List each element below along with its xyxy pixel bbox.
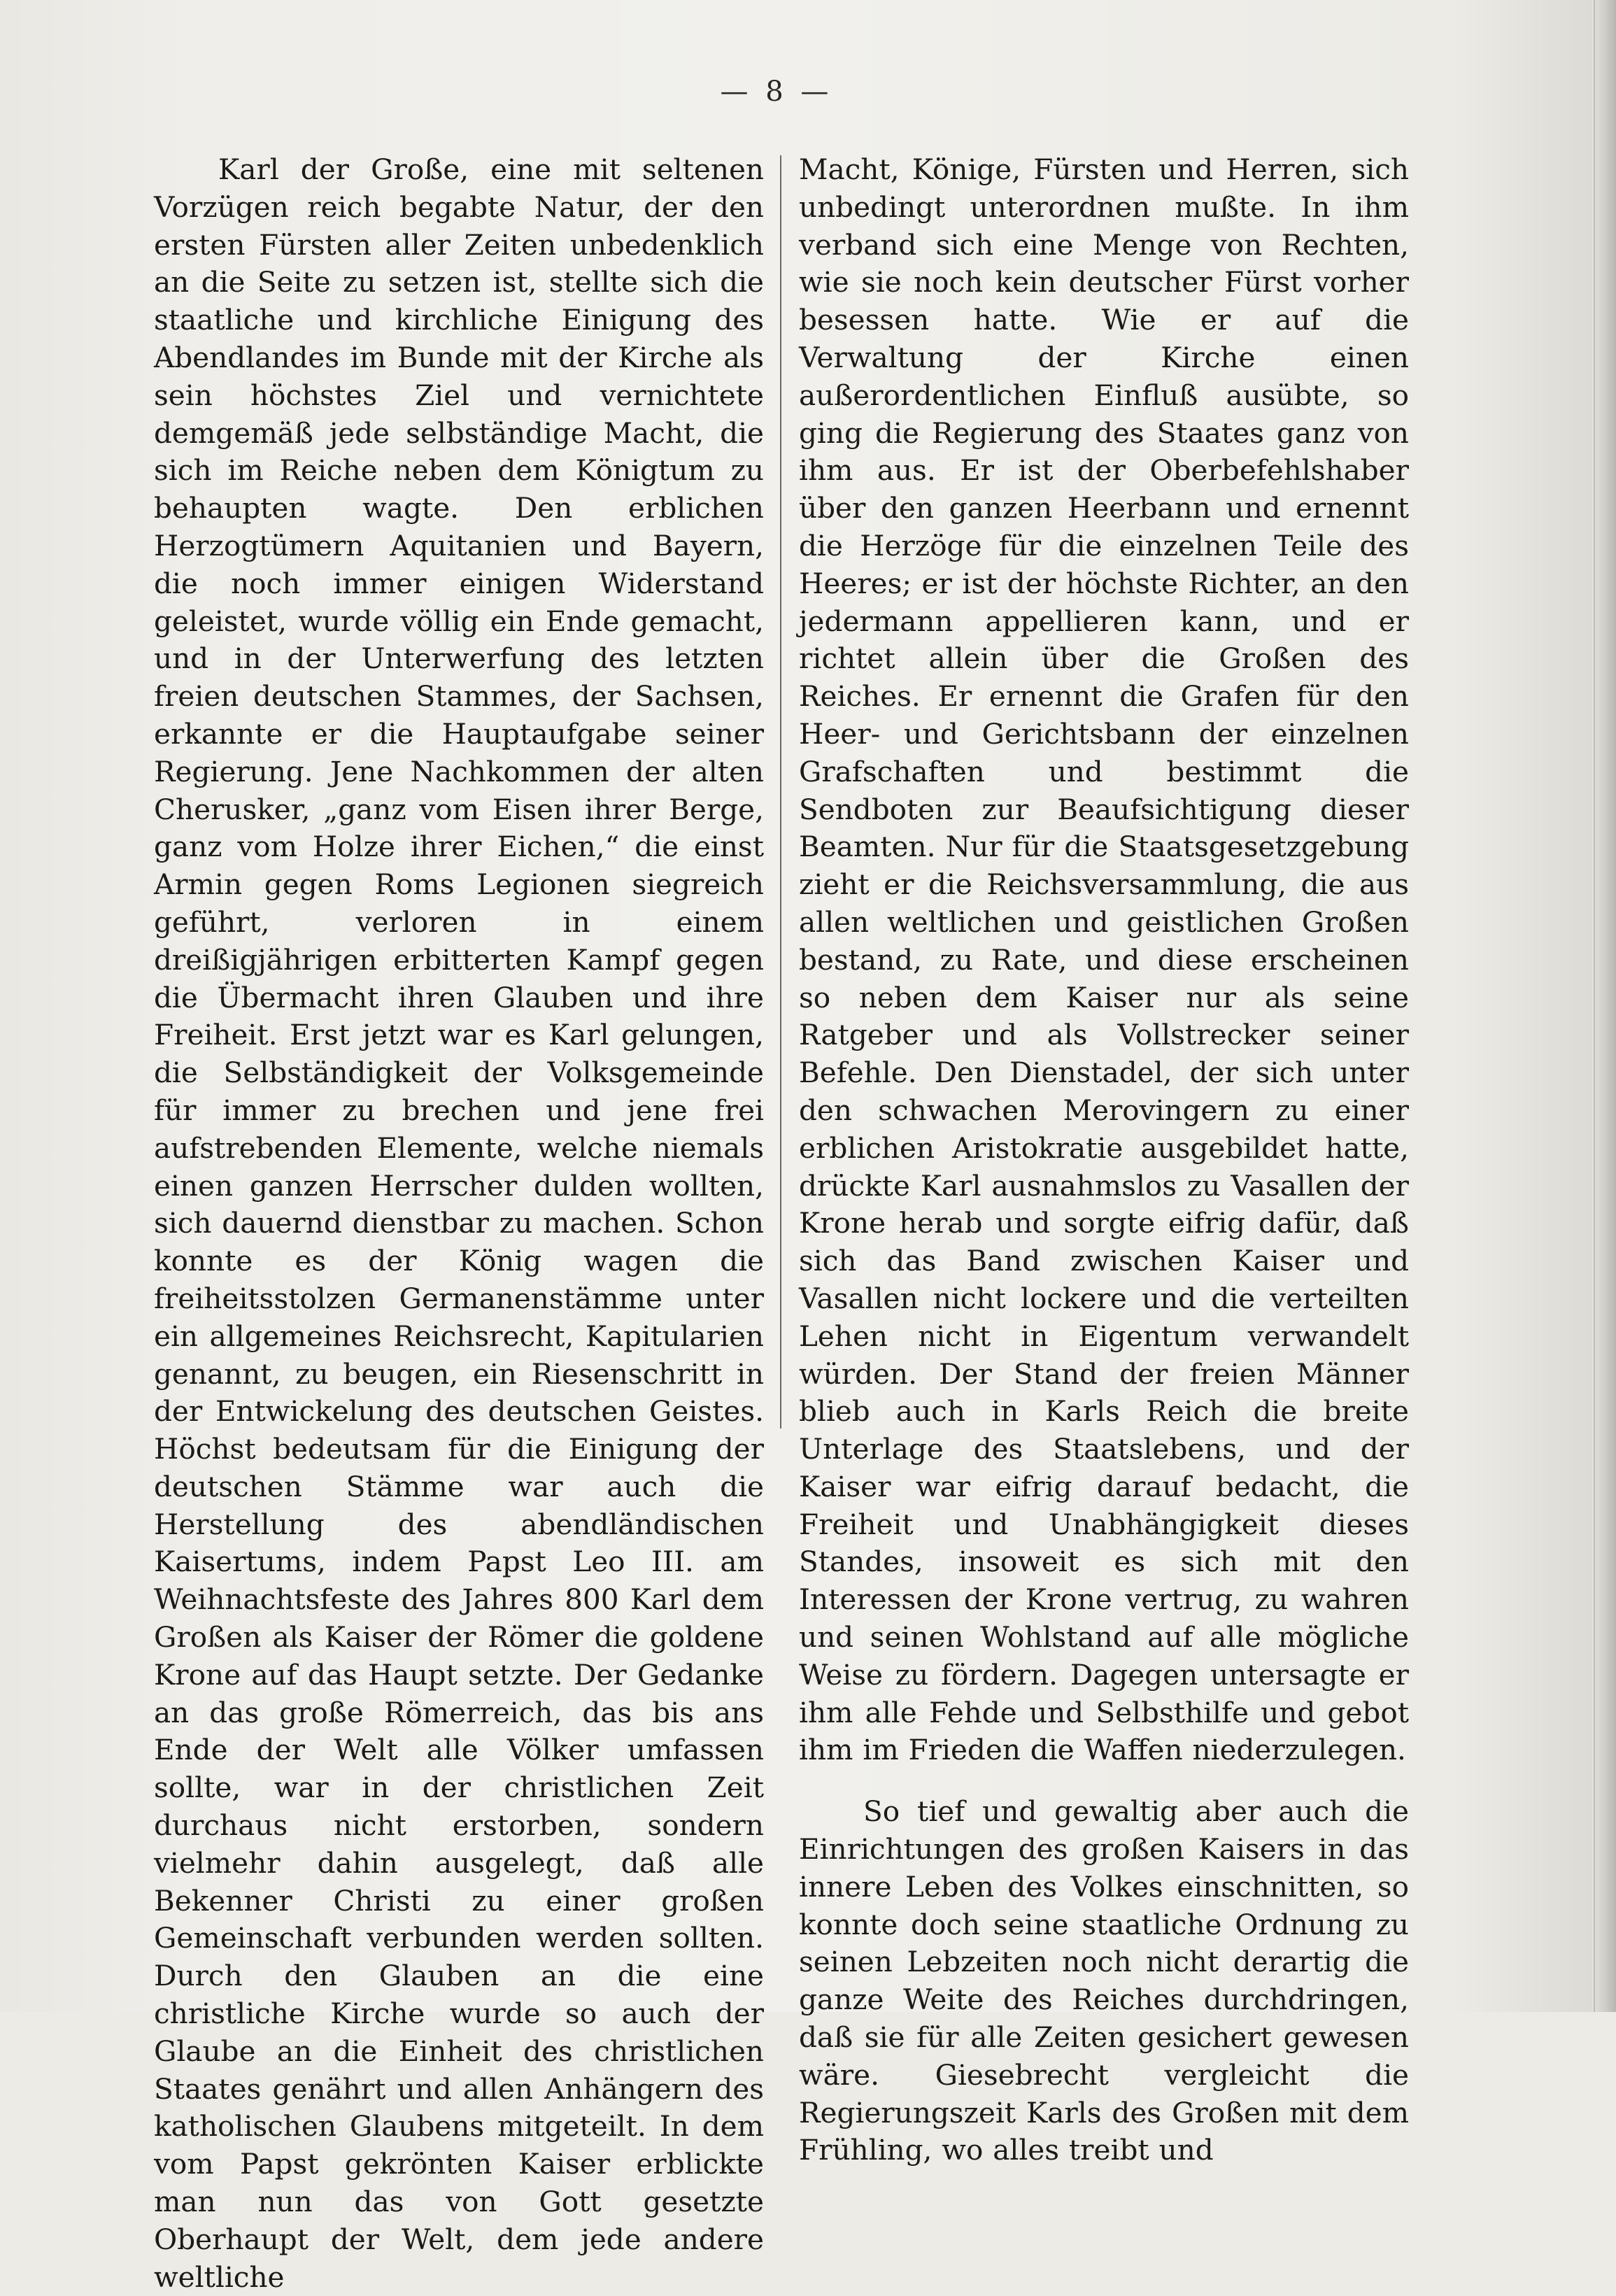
right-column <box>799 151 1409 2169</box>
page-edge-line <box>1594 0 1595 2012</box>
page-edge-shadow <box>1592 0 1616 2012</box>
right-paragraph-1: Macht, Könige, Fürsten und Herren, sich unbedingt unterordnen mußte. In ihm verband sich eine Menge von Rechten, wie sie noch kein deutscher Fürst vorher besessen hatte. Wie er auf die Verwaltung der Kirche einen außerordentlichen Einfluß ausübte, so ging die Regierung des Staates ganz von ihm aus. Er ist der Oberbefehlshaber über den ganzen Heerbann und ernennt die Herzöge für die einzelnen Teile des Heeres; er ist der höchste Richter, an den jedermann appellieren kann, und er richtet allein über die Großen des Reiches. Er ernennt die Grafen für den Heer- und Gerichtsbann der einzelnen Grafschaften und bestimmt die Sendboten zur Beaufsichtigung dieser Beamten. Nur für die Staatsgesetzgebung zieht er die Reichsversammlung, die aus allen weltlichen und geistlichen Großen bestand, zu Rate, und diese erscheinen so neben dem Kaiser nur als seine Ratgeber und als Vollstrecker seiner Befehle. Den Dienstadel, der sich unter den schwachen Merovingern zu einer erblichen Aristokratie ausgebildet hatte, drückte Karl ausnahmslos zu Vasallen der Krone herab und sorgte eifrig dafür, daß sich das Band zwischen Kaiser und Vasallen nicht lockere und die verteilten Lehen nicht in Eigentum verwandelt würden. Der Stand der freien Männer blieb auch in Karls Reich die breite Unterlage des Staatslebens, und der Kaiser war eifrig darauf bedacht, die Freiheit und Unabhängigkeit dieses Standes, insoweit es sich mit den Interessen der Krone vertrug, zu wahren und seinen Wohlstand auf alle mögliche Weise zu fördern. Dagegen untersagte er ihm alle Fehde und Selbsthilfe und gebot ihm im Frieden die Waffen niederzulegen. <box>799 153 1409 1767</box>
page-number: — 8 — <box>720 76 833 108</box>
right-paragraph-2: So tief und gewaltig aber auch die Einrichtungen des großen Kaisers in das innere Leben des Volkes einschnitten, so konnte doch seine staatliche Ordnung zu seinen Lebzeiten noch nicht derartig die ganze Weite des Reiches durchdringen, daß sie für alle Zeiten gesichert gewesen wäre. Giesebrecht vergleicht die Regierungszeit Karls des Großen mit dem Frühling, wo alles treibt und <box>799 1794 1409 2167</box>
left-column <box>154 151 764 2296</box>
left-paragraph-1: Karl der Große, eine mit seltenen Vorzügen reich begabte Natur, der den ersten Fürsten aller Zeiten unbedenklich an die Seite zu setzen ist, stellte sich die staatliche und kirchliche Einigung des Abendlandes im Bunde mit der Kirche als sein höchstes Ziel und vernichtete demgemäß jede selbständige Macht, die sich im Reiche neben dem Königtum zu behaupten wagte. Den erblichen Herzogtümern Aquitanien und Bayern, die noch immer einigen Widerstand geleistet, wurde völlig ein Ende gemacht, und in der Unterwerfung des letzten freien deutschen Stammes, der Sachsen, erkannte er die Hauptaufgabe seiner Regierung. Jene Nachkommen der alten Cherusker, „ganz vom Eisen ihrer Berge, ganz vom Holze ihrer Eichen,“ die einst Armin gegen Roms Legionen siegreich geführt, verloren in einem dreißigjährigen erbitterten Kampf gegen die Übermacht ihren Glauben und ihre Freiheit. Erst jetzt war es Karl gelungen, die Selbständigkeit der Volksgemeinde für immer zu brechen und jene frei aufstrebenden Elemente, welche niemals einen ganzen Herrscher dulden wollten, sich dauernd dienstbar zu machen. Schon konnte es der König wagen die freiheitsstolzen Germanenstämme unter ein allgemeines Reichsrecht, Kapitularien genannt, zu beugen, ein Riesenschritt in der Entwickelung des deutschen Geistes. Höchst bedeutsam für die Einigung der deutschen Stämme war auch die Herstellung des abendländischen Kaisertums, indem Papst Leo III. am Weihnachtsfeste des Jahres 800 Karl dem Großen als Kaiser der Römer die goldene Krone auf das Haupt setzte. Der Gedanke an das große Römerreich, das bis ans Ende der Welt alle Völker umfassen sollte, war in der christlichen Zeit durchaus nicht erstorben, sondern vielmehr dahin ausgelegt, daß alle Bekenner Christi zu einer großen Gemeinschaft verbunden werden sollten. Durch den Glauben an die eine christliche Kirche wurde so auch der Glaube an die Einheit des christlichen Staates genährt und allen Anhängern des katholischen Glaubens mitgeteilt. In dem vom Papst gekrönten Kaiser erblickte man nun das von Gott gesetzte Oberhaupt der Welt, dem jede andere weltliche <box>154 153 764 2294</box>
column-divider <box>780 155 781 1429</box>
